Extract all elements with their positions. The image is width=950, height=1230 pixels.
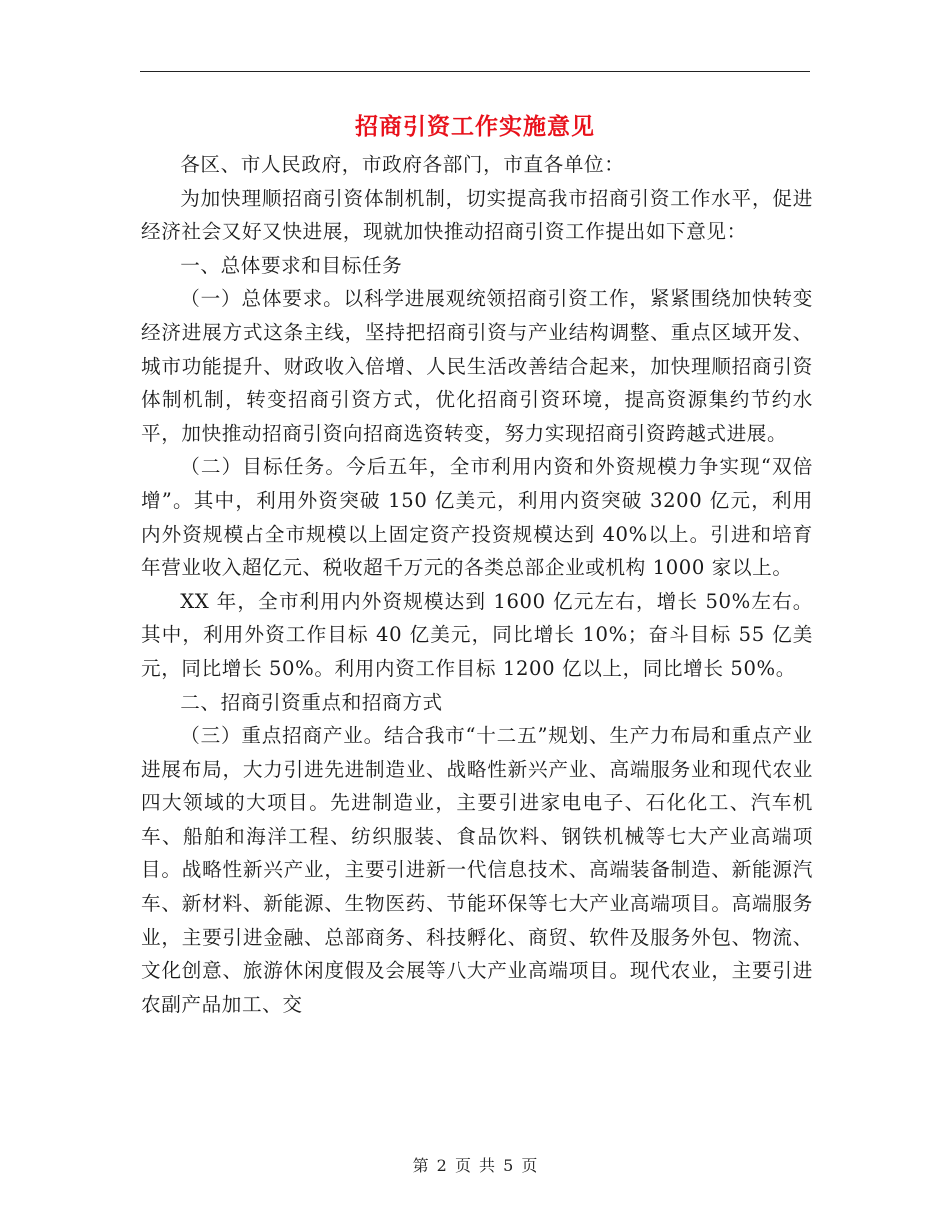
paragraph-key-industries: （三）重点招商产业。结合我市“十二五”规划、生产力布局和重点产业进展布局，大力引进先进制造业、战略性新兴产业、高端服务业和现代农业四大领域的大项目。先进制造业，主要引进家电电子、石化化工、汽车机车、船舶和海洋工程、纺织服装、食品饮料、钢铁机械等七大产业高端项目。战略性新兴产业，主要引进新一代信息技术、高端装备制造、新能源汽车、新材料、新能源、生物医药、节能环保等七大产业高端项目。高端服务业，主要引进金融、总部商务、科技孵化、商贸、软件及服务外包、物流、文化创意、旅游休闲度假及会展等八大产业高端项目。现代农业，主要引进农副产品加工、交 bbox=[141, 724, 813, 1016]
document-body bbox=[141, 148, 813, 1021]
intro-paragraph: 为加快理顺招商引资体制机制，切实提高我市招商引资工作水平，促进经济社会又好又快进展，现就加快推动招商引资工作提出如下意见： bbox=[141, 186, 813, 244]
header-rule bbox=[140, 71, 810, 72]
salutation-paragraph: 各区、市人民政府，市政府各部门，市直各单位： bbox=[180, 153, 625, 176]
paragraph-annual-targets: XX 年，全市利用内外资规模达到 1600 亿元左右，增长 50%左右。其中，利用外资工作目标 40 亿美元，同比增长 10%；奋斗目标 55 亿美元，同比增长 50%。利用内资工作目标 1200 亿以上，同比增长 50%。 bbox=[141, 589, 813, 680]
paragraph-general-requirements: （一）总体要求。以科学进展观统领招商引资工作，紧紧围绕加快转变经济进展方式这条主线，坚持把招商引资与产业结构调整、重点区域开发、城市功能提升、财政收入倍增、人民生活改善结合起来，加快理顺招商引资体制机制，转变招商引资方式，优化招商引资环境，提高资源集约节约水平，加快推动招商引资向招商选资转变，努力实现招商引资跨越式进展。 bbox=[141, 287, 813, 445]
document-title: 招商引资工作实施意见 bbox=[355, 113, 595, 140]
section-heading-2: 二、招商引资重点和招商方式 bbox=[180, 690, 443, 714]
page-number-footer: 第 2 页 共 5 页 bbox=[412, 1156, 538, 1175]
section-heading-1: 一、总体要求和目标任务 bbox=[180, 253, 403, 277]
paragraph-target-tasks: （二）目标任务。今后五年，全市利用内资和外资规模力争实现“双倍增”。其中，利用外资突破 150 亿美元，利用内资突破 3200 亿元，利用内外资规模占全市规模以上固定资产投资规模达到 40%以上。引进和培育年营业收入超亿元、税收超千万元的各类总部企业或机构 1000 家以上。 bbox=[141, 455, 813, 580]
